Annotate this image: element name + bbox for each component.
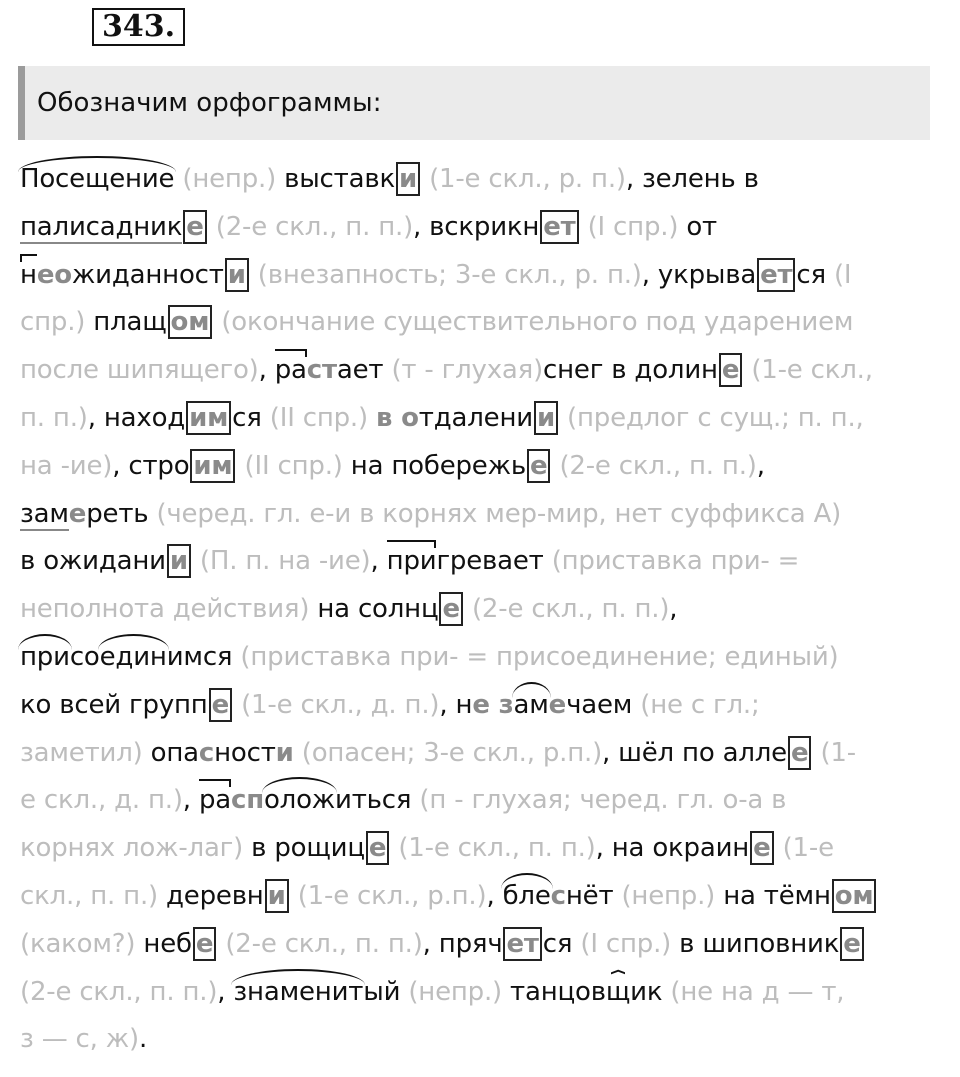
boxed-ending: и [225, 258, 249, 292]
annotation-note: скл., п. п.) [20, 880, 167, 911]
annotation-note: (П. п. на -ие) [191, 546, 371, 577]
text-run: ик [630, 976, 663, 1007]
annotation-note: (внезапность; 3-е скл., р. п.) [249, 259, 642, 290]
highlighted-letter: и [275, 737, 294, 768]
text-run: , на окраин [595, 833, 750, 864]
annotation-note: заметил) [20, 737, 151, 768]
text-line [20, 969, 946, 1017]
annotation-note: (1-е скл., д. п.) [233, 689, 440, 720]
text-run: , [370, 546, 387, 577]
text-run: тдалени [418, 402, 533, 433]
annotation-note: (не на д — т, [662, 976, 845, 1007]
text-run: деревн [166, 880, 264, 911]
prefix-mark: ра [275, 347, 307, 395]
boxed-ending: ет [757, 258, 795, 292]
boxed-ending: е [527, 449, 550, 483]
boxed-ending: им [190, 449, 235, 483]
text-run: имся [166, 641, 233, 672]
text-run: , вскрикн [413, 211, 540, 242]
annotation-note: на -ие) [20, 450, 113, 481]
boxed-ending: е [209, 688, 232, 722]
annotation-note: (1- [812, 737, 856, 768]
boxed-ending: им [186, 401, 231, 435]
annotation-note: (непр.) [400, 976, 511, 1007]
text-run: снег в долин [543, 355, 718, 386]
text-run: , [217, 976, 234, 1007]
text-run: на солнц [317, 594, 439, 625]
text-run: на тёмн [723, 880, 831, 911]
text-run: ся [796, 259, 826, 290]
text-run: иться [335, 785, 412, 816]
text-run: ый [363, 976, 401, 1007]
text-run: ся [542, 928, 573, 959]
suffix-mark: щ [606, 969, 630, 1017]
root-arc: Посещение [20, 156, 174, 204]
text-run: . [138, 1024, 148, 1055]
boxed-ending: е [719, 353, 742, 387]
annotation-note: (I [825, 259, 852, 290]
annotation-note: (I спр.) [579, 211, 687, 242]
boxed-ending: ом [168, 305, 213, 339]
annotation-note: (п - глухая; черед. гл. о-а в [411, 785, 787, 816]
section-heading [18, 66, 930, 140]
annotation-note: (1-е скл., [743, 355, 873, 386]
highlighted-letter: в о [376, 402, 419, 433]
annotation-note: (т - глухая) [383, 355, 544, 386]
text-run: , зелень в [625, 164, 759, 194]
text-run: , шёл по алле [602, 737, 787, 768]
annotation-note: (окончание существительного под ударением [213, 307, 854, 338]
annotation-note: (непр.) [174, 164, 285, 194]
annotation-note: п. п.) [20, 402, 88, 433]
underlined-word: зам [20, 498, 69, 529]
text-run: нёт [565, 880, 614, 911]
text-run: , стро [112, 450, 190, 481]
text-run: , [486, 880, 503, 911]
text-line [20, 347, 946, 395]
annotation-note: (2-е скл., п. п.) [217, 928, 423, 959]
exercise-text [20, 156, 946, 1064]
text-line [20, 252, 946, 300]
root-arc: един [100, 634, 167, 682]
annotation-note: после шипящего) [20, 355, 259, 386]
boxed-ending: е [788, 736, 811, 770]
boxed-ending: е [439, 592, 462, 626]
boxed-ending: и [167, 544, 191, 578]
text-run: гревает [436, 546, 544, 577]
annotation-note: (приставка при- = присоединение; единый) [232, 641, 839, 672]
annotation-note: (не с гл.; [632, 689, 760, 720]
boxed-ending: и [265, 879, 289, 913]
annotation-note: (2-е скл., п. п.) [551, 450, 757, 481]
annotation-note: спр.) [20, 307, 94, 338]
boxed-ending: е [183, 210, 206, 244]
text-line [20, 204, 946, 252]
text-run: чаем [566, 689, 633, 720]
annotation-note: е скл., д. п.) [20, 785, 183, 816]
text-line [20, 682, 946, 730]
annotation-note: (II спр.) [261, 402, 376, 433]
annotation-note: (2-е скл., п. п.) [463, 594, 670, 625]
annotation-note: (2-е скл., п. п.) [20, 976, 218, 1007]
root-arc: ам [514, 682, 549, 730]
text-line [20, 777, 946, 825]
text-run: , [756, 450, 765, 481]
root-arc: при [20, 634, 70, 682]
annotation-note: (1-е [774, 833, 834, 864]
highlighted-letter: сп [230, 785, 264, 816]
annotation-note: неполнота действия) [20, 594, 318, 625]
annotation-note: (I спр.) [572, 928, 680, 959]
text-run: ся [232, 402, 262, 433]
text-line [20, 1016, 946, 1064]
text-run: неб [143, 928, 192, 959]
annotation-note: (1-е скл., р.п.) [289, 880, 487, 911]
boxed-ending: е [193, 927, 216, 961]
text-line [20, 921, 946, 969]
prefix-mark: при [387, 538, 437, 586]
annotation-note: (1-е скл., р. п.) [421, 164, 626, 194]
text-run: опа [150, 737, 199, 768]
text-line [20, 443, 946, 491]
underlined-word: палисадник [20, 211, 183, 242]
text-line [20, 491, 946, 539]
text-run: , наход [87, 402, 186, 433]
text-run: на побережь [350, 450, 526, 481]
text-run: в рощиц [251, 833, 365, 864]
text-run: ко всей групп [20, 689, 208, 720]
text-line [20, 634, 946, 682]
boxed-ending: е [840, 927, 863, 961]
prefix-mark: ра [199, 777, 231, 825]
text-line [20, 538, 946, 586]
annotation-note: корнях лож-лаг) [20, 833, 252, 864]
text-run: реть [86, 498, 149, 529]
boxed-ending: ом [832, 879, 877, 913]
boxed-ending: ет [503, 927, 541, 961]
text-run: , пряч [422, 928, 503, 959]
text-run: , [258, 355, 275, 386]
highlighted-letter: ст [306, 355, 337, 386]
annotation-note: (опасен; 3-е скл., р.п.) [293, 737, 603, 768]
text-run: выставк [284, 164, 395, 194]
text-run: ност [214, 737, 276, 768]
heading-text: Обозначим орфограммы: [37, 88, 382, 118]
root-arc: бле [503, 873, 551, 921]
text-run: жиданност [71, 259, 224, 290]
annotation-note: (II спр.) [236, 450, 351, 481]
highlighted-letter: е [548, 689, 567, 720]
annotation-note: (каком?) [20, 928, 144, 959]
text-run: , укрыва [641, 259, 757, 290]
text-run: танцов [510, 976, 606, 1007]
text-line [20, 299, 946, 347]
exercise-number: 343. [92, 8, 185, 46]
boxed-ending: е [750, 831, 773, 865]
root-arc: знаменит [233, 969, 363, 1017]
prefix-mark: н [20, 252, 37, 300]
root-arc: олож [264, 777, 335, 825]
text-run: , [182, 785, 199, 816]
text-run: со [69, 641, 100, 672]
annotation-note: (черед. гл. е-и в корнях мер-мир, нет суффикса А) [148, 498, 842, 529]
annotation-note: з — с, ж) [20, 1024, 139, 1055]
text-line [20, 395, 946, 443]
boxed-ending: и [534, 401, 558, 435]
text-line [20, 873, 946, 921]
text-run: в ожидани [20, 546, 166, 577]
annotation-note: (1-е скл., п. п.) [390, 833, 596, 864]
annotation-note: (приставка при- = [543, 546, 800, 577]
annotation-note: (непр.) [613, 880, 724, 911]
highlighted-letter: с [550, 880, 566, 911]
text-run: от [686, 211, 717, 242]
annotation-note: (предлог с сущ.; п. п., [558, 402, 864, 433]
text-run: ает [336, 355, 384, 386]
text-run: плащ [93, 307, 167, 338]
boxed-ending: и [396, 162, 420, 196]
highlighted-letter: ео [36, 259, 72, 290]
text-line [20, 825, 946, 873]
highlighted-letter: е з [472, 689, 514, 720]
annotation-note: (2-е скл., п. п.) [207, 211, 414, 242]
text-run: в шиповник [679, 928, 840, 959]
text-line [20, 730, 946, 778]
highlighted-letter: е [68, 498, 87, 529]
text-run: , н [439, 689, 473, 720]
boxed-ending: ет [540, 210, 578, 244]
highlighted-letter: с [198, 737, 215, 768]
boxed-ending: е [366, 831, 389, 865]
text-run: , [669, 594, 678, 625]
text-line [20, 156, 946, 204]
text-line [20, 586, 946, 634]
